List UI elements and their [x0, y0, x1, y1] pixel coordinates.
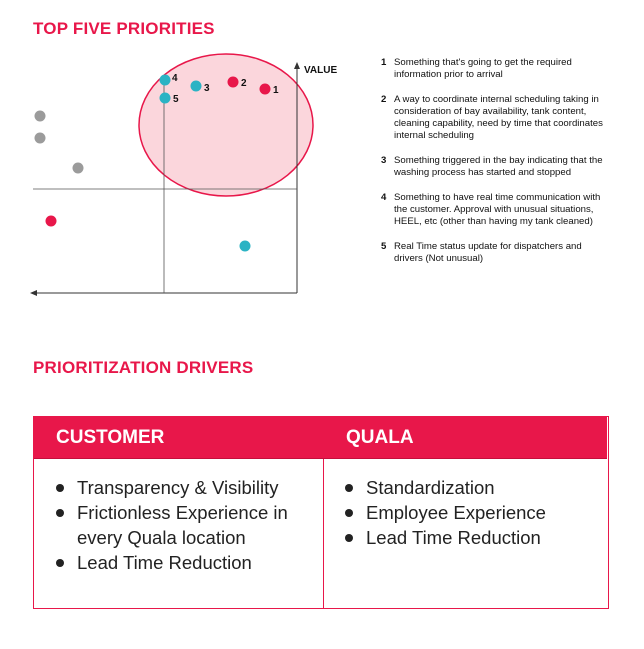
priority-point-5	[160, 93, 171, 104]
customer-driver-list	[34, 459, 323, 575]
left-arrow-icon	[30, 290, 37, 296]
priority-list	[381, 57, 611, 278]
priority-item	[381, 192, 611, 228]
priority-number: 1	[381, 57, 387, 68]
driver-item: Standardization	[343, 475, 607, 500]
priority-item	[381, 57, 611, 81]
priority-text: Something to have real time communication with the customer. Approval with unusual situations, HEEL, etc (other than having my tank cleaned)	[394, 192, 601, 227]
priority-text: A way to coordinate internal scheduling taking in consideration of bay availability, tank content, cleaning capability, need by time that coordinates internal scheduling	[394, 94, 603, 141]
prioritization-drivers-title: PRIORITIZATION DRIVERS	[33, 358, 254, 377]
quala-column	[323, 417, 607, 608]
up-arrow-icon	[294, 62, 300, 69]
other-point	[73, 163, 84, 174]
priority-item	[381, 155, 611, 179]
drivers-table	[33, 416, 609, 609]
top-priorities-title: TOP FIVE PRIORITIES	[33, 19, 215, 38]
priority-point-3	[191, 81, 202, 92]
priority-point-2	[228, 77, 239, 88]
driver-item: Employee Experience	[343, 500, 607, 525]
priority-number: 3	[381, 155, 387, 166]
driver-item: Transparency & Visibility	[54, 475, 323, 500]
priority-point-3-label: 3	[204, 83, 210, 94]
priority-point-4-label: 4	[172, 73, 178, 84]
priority-matrix	[0, 0, 370, 310]
priority-item	[381, 94, 611, 142]
other-point	[46, 216, 57, 227]
driver-item: Frictionless Experience in every Quala location	[54, 500, 323, 550]
priority-text: Something that's going to get the required information prior to arrival	[394, 57, 572, 80]
priority-point-4	[160, 75, 171, 86]
priority-point-1	[260, 84, 271, 95]
priority-point-1-label: 1	[273, 85, 279, 96]
quala-driver-list	[323, 459, 607, 550]
priority-text: Something triggered in the bay indicating that the washing process has started and stopped	[394, 155, 603, 178]
other-point	[35, 111, 46, 122]
priority-text: Real Time status update for dispatchers and drivers (Not unusual)	[394, 241, 582, 264]
customer-column	[34, 417, 324, 608]
priority-item	[381, 241, 611, 265]
quala-heading: QUALA	[323, 417, 607, 459]
other-point	[240, 241, 251, 252]
driver-item: Lead Time Reduction	[343, 525, 607, 550]
priority-number: 2	[381, 94, 387, 105]
priority-point-2-label: 2	[241, 78, 247, 89]
other-point	[35, 133, 46, 144]
priority-number: 5	[381, 241, 387, 252]
priority-point-5-label: 5	[173, 94, 179, 105]
priority-number: 4	[381, 192, 387, 203]
customer-heading: CUSTOMER	[34, 417, 323, 459]
driver-item: Lead Time Reduction	[54, 550, 323, 575]
value-axis-label: VALUE	[304, 65, 338, 76]
